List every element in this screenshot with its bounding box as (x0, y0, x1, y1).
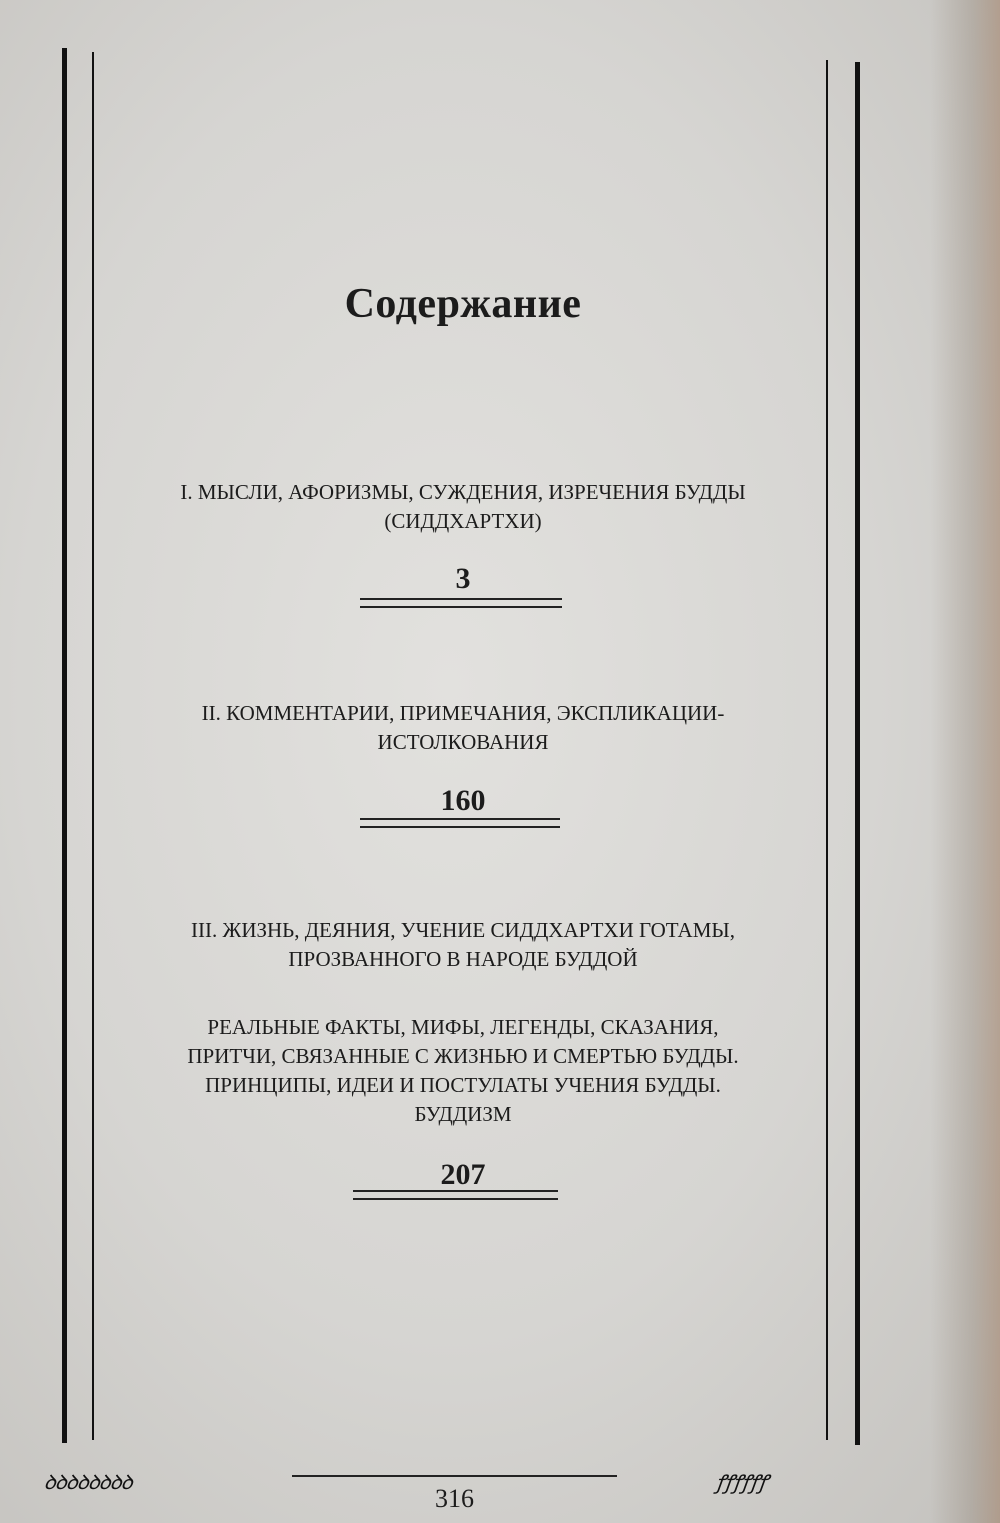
toc-entry-3-sub-line-2: ПРИТЧИ, СВЯЗАННЫЕ С ЖИЗНЬЮ И СМЕРТЬЮ БУДДЫ. (187, 1044, 739, 1068)
toc-entry-3-line-2: ПРОЗВАННОГО В НАРОДЕ БУДДОЙ (288, 947, 638, 971)
page-title: Содержание (344, 281, 582, 327)
left-border-thin (92, 52, 94, 1440)
toc-entry-2-underline (360, 818, 560, 828)
toc-entry-1-page: 3 (455, 562, 471, 595)
right-border-thick (855, 62, 860, 1445)
toc-entry-3-underline (353, 1190, 558, 1200)
toc-entry-3-sub-line-4: БУДДИЗМ (414, 1102, 512, 1126)
page-number: 316 (435, 1484, 474, 1513)
toc-entry-1-underline (360, 598, 562, 608)
toc-entry-3-subtitle (100, 1013, 826, 1129)
toc-entry-1-line-2: (СИДДХАРТХИ) (384, 509, 542, 533)
toc-entry-3-sub-line-3: ПРИНЦИПЫ, ИДЕИ И ПОСТУЛАТЫ УЧЕНИЯ БУДДЫ. (205, 1073, 721, 1097)
right-ornament: ꝭꝭꝭꝭꝭꝭ (713, 1470, 774, 1494)
gutter-shadow (930, 0, 1000, 1523)
footer-rule (292, 1475, 617, 1477)
right-border-thin (826, 60, 828, 1440)
toc-entry-2-line-2: ИСТОЛКОВАНИЯ (377, 730, 549, 754)
toc-entry-1 (100, 478, 826, 536)
toc-entry-3-line-1: III. ЖИЗНЬ, ДЕЯНИЯ, УЧЕНИЕ СИДДХАРТХИ ГОТАМЫ, (191, 918, 735, 942)
toc-entry-3-sub-line-1: РЕАЛЬНЫЕ ФАКТЫ, МИФЫ, ЛЕГЕНДЫ, СКАЗАНИЯ, (207, 1015, 719, 1039)
toc-entry-1-line-1: I. МЫСЛИ, АФОРИЗМЫ, СУЖДЕНИЯ, ИЗРЕЧЕНИЯ БУДДЫ (180, 480, 746, 504)
toc-entry-2-line-1: II. КОММЕНТАРИИ, ПРИМЕЧАНИЯ, ЭКСПЛИКАЦИИ- (201, 701, 725, 725)
toc-entry-2 (100, 699, 826, 757)
left-ornament: ꝺꝺꝺꝺꝺꝺꝺꝺ (41, 1470, 139, 1494)
toc-entry-3-page: 207 (440, 1158, 486, 1191)
left-border-thick (62, 48, 67, 1443)
toc-entry-2-page: 160 (440, 784, 486, 817)
toc-entry-3 (100, 916, 826, 974)
